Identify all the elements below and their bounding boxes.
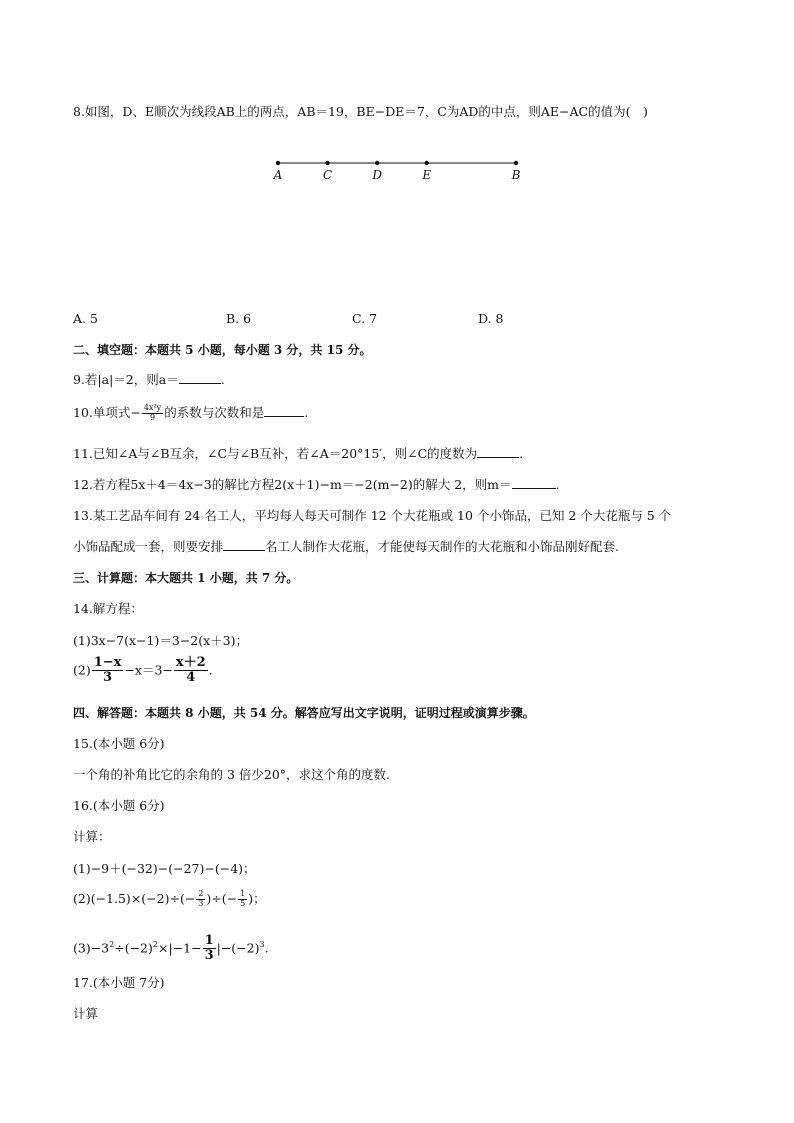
q16-p3-text: (3)−3 [73,940,110,956]
q14-p2-label: (2) [73,662,91,678]
q16-p3-end: . [264,940,269,956]
q16-p3-a: ÷(−2) [114,940,153,956]
q15-body: 一个角的补角比它的余角的 3 倍少20°，求这个角的度数. [73,767,391,782]
point-label-c: C [322,168,333,182]
segment-figure [0,0,794,200]
q17-body: 计算 [73,1006,99,1021]
q11 [73,446,523,462]
q8-stem: 8.如图，D、E顺次为线段AB上的两点，AB＝19，BE−DE＝7，C为AD的中点，则AE−AC的值为( ) [73,104,648,119]
q16-p2-text: (2)(−1.5)×(−2)÷(− [73,890,196,906]
q16-f3-numerator: 1 [204,933,214,948]
q9-text: 9.若|a|＝2，则a＝ [73,372,179,387]
q11-text: 11.已知∠A与∠B互余，∠C与∠B互补，若∠A＝20°15′，则∠C的度数为 [73,446,478,461]
q16-fraction-2 [238,890,247,909]
q16-p2-mid: )÷(− [206,890,238,906]
point-c [325,161,329,165]
q16-part-1: (1)−9＋(−32)−(−27)−(−4)； [73,861,256,876]
q14-fraction-1 [92,656,124,686]
q14-title: 14.解方程： [73,601,143,616]
section-2-title: 二、填空题：本题共 5 小题，每小题 3 分，共 15 分。 [73,343,372,357]
q16-p3-exp-3: 3 [259,940,265,950]
point-label-d: D [372,168,382,182]
point-label-e: E [422,168,432,182]
q9 [73,372,225,388]
q16-f3-denominator: 3 [204,948,214,964]
q14-p2-mid: −x＝3− [124,662,173,678]
q14-f2-denominator: 4 [186,670,196,686]
choice-b: B. 6 [226,311,252,326]
q12-answer-blank[interactable] [512,477,556,489]
q13-answer-blank[interactable] [223,539,265,551]
q13-line-2 [73,539,619,555]
point-b [514,161,518,165]
q12-end: . [555,477,560,492]
q16-p3-exp-1: 2 [109,940,115,950]
point-label-b: B [511,168,521,182]
q10-numerator: 4x²y [143,403,162,412]
point-d [375,161,379,165]
choice-d: D. 8 [478,311,504,326]
q10-text: 10.单项式− [73,404,141,420]
q14-part-1: (1)3x−7(x−1)＝3−2(x＋3)； [73,633,249,648]
choice-c: C. 7 [352,311,378,326]
section-3-title: 三、计算题：本大题共 1 小题，共 7 分。 [73,571,299,585]
q13-text-2: 名工人制作大花瓶，才能使每天制作的大花瓶和小饰品刚好配套. [265,539,619,554]
q16-fraction-3 [203,934,216,964]
q13-text: 小饰品配成一套，则要安排 [73,539,224,554]
q16-p3-b: ×|−1− [157,940,202,956]
q14-f2-numerator: x＋2 [175,655,206,670]
choice-a: A. 5 [73,311,98,326]
q16-f2-numerator: 1 [240,889,246,898]
point-e [425,161,429,165]
q10-denominator: 9 [149,412,156,422]
q16-p3-c: |−(−2) [216,940,260,956]
point-label-a: A [273,168,283,182]
section-4-title: 四、解答题：本题共 8 小题，共 54 分。解答应写出文字说明，证明过程或演算步骤。 [73,706,535,720]
q10-fraction [142,404,163,423]
q12 [73,477,560,493]
q16-title: 16.(本小题 6分) [73,798,165,813]
q16-part-2 [73,890,266,909]
q15-title: 15.(本小题 6分) [73,736,165,751]
q14-f1-numerator: 1−x [93,655,122,670]
q16-f1-denominator: 3 [198,898,204,908]
q10-text-2: 的系数与次数和是 [164,404,265,420]
q10 [73,404,308,423]
q11-answer-blank[interactable] [477,446,519,458]
q16-f1-numerator: 2 [198,889,204,898]
q16-p3-exp-2: 2 [152,940,158,950]
q14-part-2 [73,656,213,686]
q14-p2-end: . [208,662,213,678]
q11-end: . [519,446,524,461]
q16-lead: 计算： [73,829,111,844]
q10-end: . [304,404,309,420]
q13-line-1: 13.某工艺品车间有 24 名工人，平均每人每天可制作 12 个大花瓶或 10 个小饰品，已知 2 个大花瓶与 5 个 [73,508,672,523]
q16-fraction-1 [196,890,205,909]
q16-part-3 [73,934,269,964]
q16-p2-end: )； [248,890,266,906]
q9-end: . [220,372,225,387]
q14-f1-denominator: 3 [103,670,113,686]
q14-fraction-2 [174,656,208,686]
q9-answer-blank[interactable] [179,372,221,384]
point-a [276,161,280,165]
q12-text: 12.若方程5x＋4＝4x−3的解比方程2(x＋1)−m＝−2(m−2)的解大 2，则m＝ [73,477,512,492]
q16-f2-denominator: 5 [240,898,246,908]
q10-answer-blank[interactable] [264,405,304,417]
q17-title: 17.(本小题 7分) [73,975,165,990]
